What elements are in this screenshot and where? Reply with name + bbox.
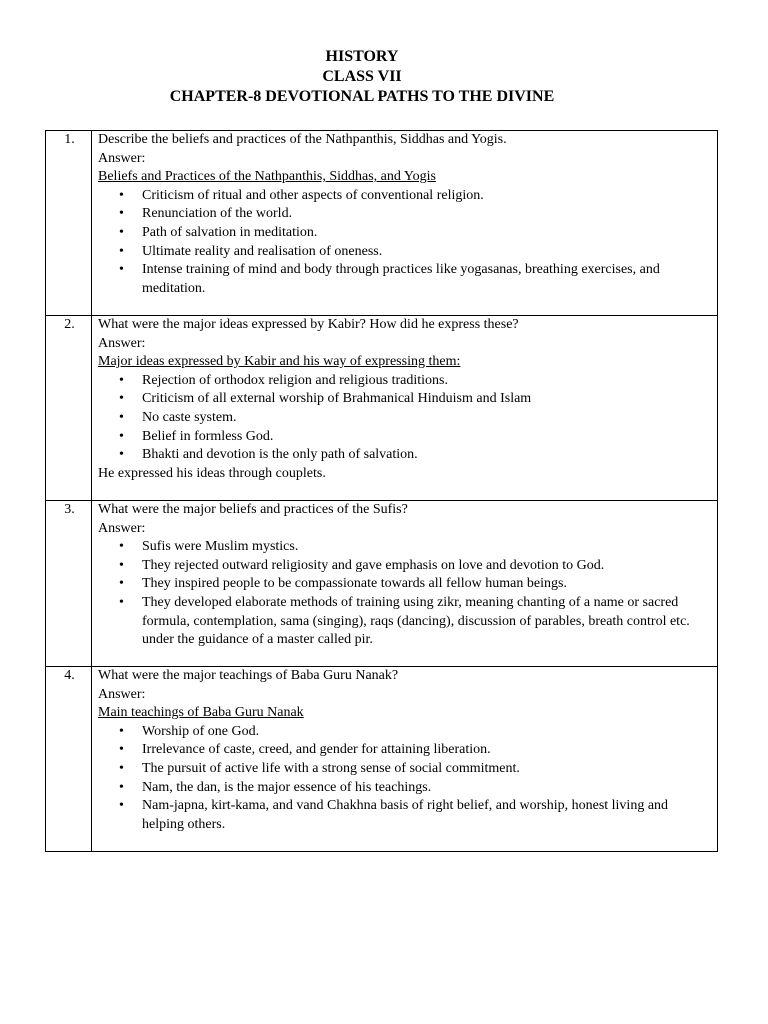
bullet-item: • They inspired people to be compassionate towards all fellow human beings. <box>142 575 713 594</box>
question-content-cell <box>92 131 718 316</box>
bullet-item: • Ultimate reality and realisation of oneness. <box>142 243 713 262</box>
subject-title: HISTORY <box>325 48 399 65</box>
bullet-item: • Bhakti and devotion is the only path of salvation. <box>142 446 713 465</box>
bullet-list <box>98 187 713 299</box>
question-content-cell <box>92 667 718 852</box>
question-content-cell <box>92 501 718 667</box>
answer-label: Answer: <box>98 686 146 702</box>
answer-label: Answer: <box>98 520 146 536</box>
answer-label: Answer: <box>98 335 146 351</box>
bullet-list <box>98 538 713 650</box>
document-header <box>0 47 724 107</box>
bullet-item: • Irrelevance of caste, creed, and gender for attaining liberation. <box>142 741 713 760</box>
answer-label: Answer: <box>98 150 146 166</box>
answer-subheading: Beliefs and Practices of the Nathpanthis, Siddhas, and Yogis <box>98 169 436 185</box>
question-number-cell <box>46 501 92 667</box>
question-number: 3. <box>64 502 75 517</box>
question-text: Describe the beliefs and practices of the Nathpanthis, Siddhas and Yogis. <box>98 132 507 147</box>
question-text: What were the major ideas expressed by Kabir? How did he express these? <box>98 317 519 332</box>
bullet-item: • Worship of one God. <box>142 723 713 742</box>
bullet-item: • Criticism of ritual and other aspects of conventional religion. <box>142 187 713 206</box>
qa-row-4 <box>46 667 718 852</box>
bullet-item: • They developed elaborate methods of training using zikr, meaning chanting of a name or sacred formula, contemplation, sama (singing), raqs (dancing), discussion of parables, breath control etc. under the guidance of a master called pir. <box>142 594 713 650</box>
bullet-item: • Criticism of all external worship of Brahmanical Hinduism and Islam <box>142 390 713 409</box>
bullet-list <box>98 723 713 835</box>
class-title: CLASS VII <box>322 68 402 85</box>
chapter-title: CHAPTER-8 DEVOTIONAL PATHS TO THE DIVINE <box>169 88 555 105</box>
bullet-item: • Nam-japna, kirt-kama, and vand Chakhna basis of right belief, and worship, honest living and helping others. <box>142 797 713 834</box>
answer-subheading: Main teachings of Baba Guru Nanak <box>98 705 304 721</box>
answer-closing: He expressed his ideas through couplets. <box>98 465 326 481</box>
bullet-list <box>98 372 713 465</box>
question-number: 2. <box>64 317 75 332</box>
bullet-item: • Path of salvation in meditation. <box>142 224 713 243</box>
question-content-cell <box>92 316 718 501</box>
bullet-item: • Renunciation of the world. <box>142 205 713 224</box>
question-text: What were the major beliefs and practices of the Sufis? <box>98 502 408 517</box>
qa-row-2 <box>46 316 718 501</box>
qa-row-3 <box>46 501 718 667</box>
bullet-item: • They rejected outward religiosity and gave emphasis on love and devotion to God. <box>142 557 713 576</box>
question-text: What were the major teachings of Baba Guru Nanak? <box>98 668 399 683</box>
question-number-cell <box>46 667 92 852</box>
bullet-item: • Belief in formless God. <box>142 428 713 447</box>
bullet-item: • No caste system. <box>142 409 713 428</box>
question-number-cell <box>46 316 92 501</box>
qa-row-1 <box>46 131 718 316</box>
bullet-item: • Sufis were Muslim mystics. <box>142 538 713 557</box>
question-number: 1. <box>64 132 75 147</box>
answer-subheading: Major ideas expressed by Kabir and his way of expressing them: <box>98 354 461 370</box>
bullet-item: • Rejection of orthodox religion and religious traditions. <box>142 372 713 391</box>
bullet-item: • Intense training of mind and body through practices like yogasanas, breathing exercises, and meditation. <box>142 261 713 298</box>
bullet-item: • Nam, the dan, is the major essence of his teachings. <box>142 779 713 798</box>
question-number-cell <box>46 131 92 316</box>
bullet-item: • The pursuit of active life with a strong sense of social commitment. <box>142 760 713 779</box>
qa-table <box>45 130 718 852</box>
question-number: 4. <box>64 668 75 683</box>
